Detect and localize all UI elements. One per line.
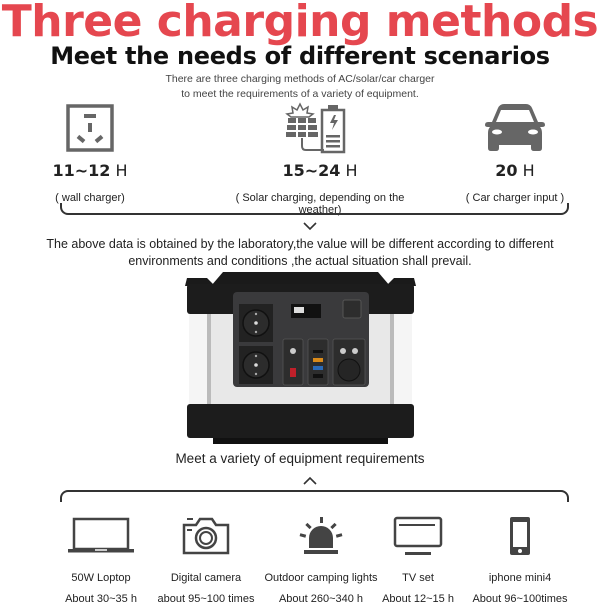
method-note: ( Solar charging, depending on the weather) <box>235 192 405 216</box>
disclaimer-line-1: The above data is obtained by the laboratory,the value will be different according to different <box>46 237 554 251</box>
disclaimer <box>0 236 600 270</box>
equipment-name: TV set <box>402 572 434 584</box>
equipment-name: Digital camera <box>170 572 242 584</box>
equipment-name: iphone mini4 <box>488 572 552 584</box>
equipment-name: 50W Loptop <box>71 572 131 584</box>
equipment-heading: Meet a variety of equipment requirements <box>175 451 425 466</box>
page-title: Three charging methods <box>1 0 599 47</box>
method-note: ( Car charger input ) <box>465 192 565 204</box>
equipment-laptop <box>41 512 161 605</box>
method-hours-unit: H <box>110 161 128 180</box>
description-line-1: There are three charging methods of AC/solar/car charger <box>165 73 435 85</box>
wall-socket-icon <box>5 100 175 155</box>
method-hours-value: 15~24 <box>282 161 341 180</box>
bracket-divider-top <box>60 203 569 215</box>
method-hours-unit: H <box>517 161 535 180</box>
method-wall-charger <box>5 100 175 204</box>
equipment-name: Outdoor camping lights <box>264 572 378 584</box>
method-hours-unit: H <box>340 161 358 180</box>
equipment-smartphone <box>460 512 580 605</box>
laptop-icon <box>41 512 161 560</box>
smartphone-icon <box>460 512 580 560</box>
page-subtitle: Meet the needs of different scenarios <box>50 42 550 70</box>
description-line-2: to meet the requirements of a variety of equipment. <box>181 88 419 100</box>
chevron-down-icon <box>303 219 317 233</box>
equipment-duration: About 96~100times <box>472 593 568 605</box>
equipment-duration: About 12~15 h <box>382 593 454 605</box>
equipment-camera <box>146 512 266 605</box>
method-note: ( wall charger) <box>55 192 125 204</box>
equipment-duration: about 95~100 times <box>157 593 255 605</box>
method-car <box>430 100 600 204</box>
car-icon <box>430 100 600 155</box>
method-hours-value: 20 <box>495 161 518 180</box>
equipment-duration: About 30~35 h <box>65 593 137 605</box>
power-station-image <box>183 270 418 445</box>
equipment-duration: About 260~340 h <box>278 593 364 605</box>
chevron-up-icon <box>303 474 317 488</box>
camera-icon <box>146 512 266 560</box>
method-hours-value: 11~12 <box>52 161 111 180</box>
bracket-divider-bottom <box>60 490 569 502</box>
solar-panel-battery-icon <box>235 100 405 155</box>
method-solar <box>235 100 405 216</box>
disclaimer-line-2: environments and conditions ,the actual situation shall prevail. <box>128 254 472 268</box>
